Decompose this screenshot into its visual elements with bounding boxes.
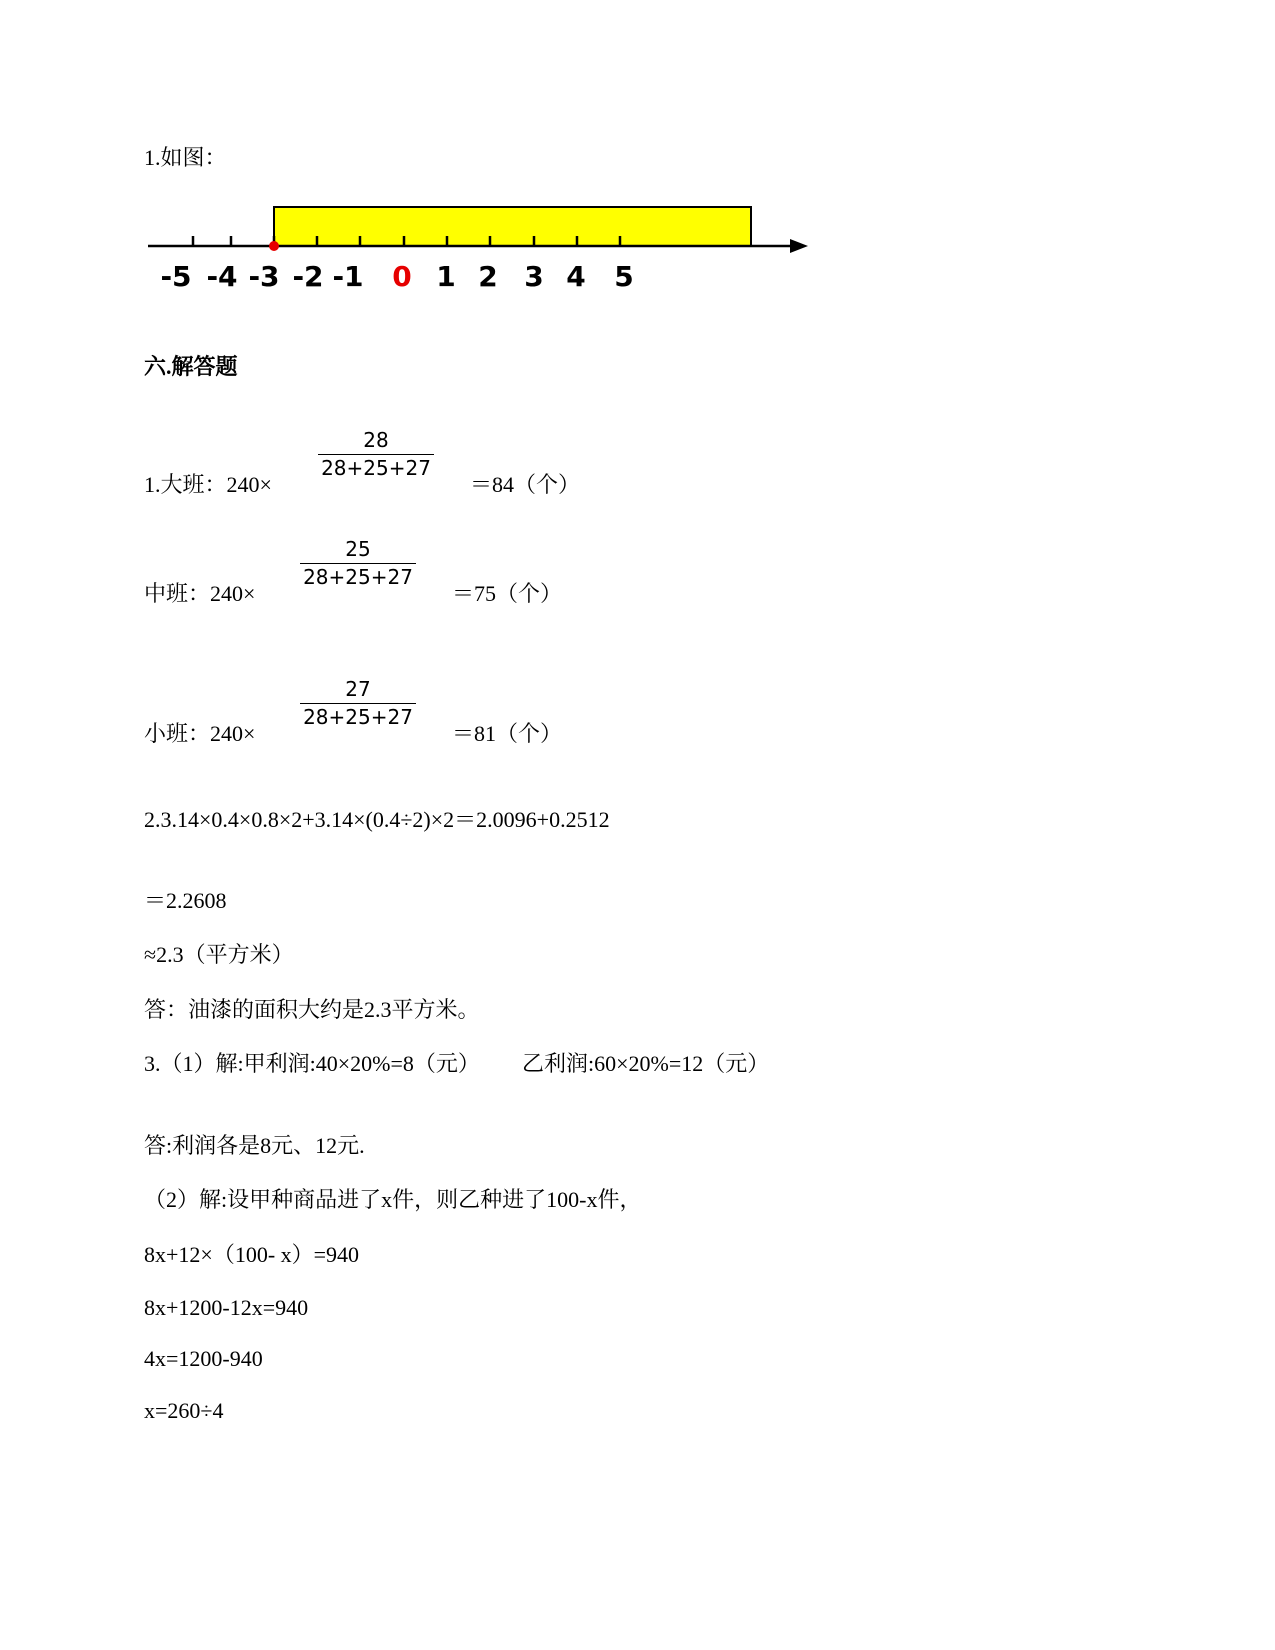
axis-arrow — [790, 239, 808, 253]
tick-label: -3 — [248, 260, 280, 293]
middle-class-result: ＝75（个） — [452, 581, 563, 606]
small-class-result: ＝81（个） — [452, 721, 563, 746]
fraction-denominator: 28+25+27 — [303, 705, 413, 729]
tick-label: -5 — [160, 260, 192, 293]
middle-class-prefix: 中班：240× — [144, 581, 256, 606]
problem3-part2: （2）解:设甲种商品进了x件，则乙种进了100-x件， — [144, 1187, 642, 1212]
problem2-answer: 答：油漆的面积大约是2.3平方米。 — [144, 997, 480, 1022]
tick-label: -1 — [332, 260, 364, 293]
large-class-result: ＝84（个） — [470, 472, 581, 497]
tick-label: -4 — [206, 260, 238, 293]
large-class-prefix: 1.大班：240× — [144, 472, 272, 497]
problem3-eq3: 4x=1200-940 — [144, 1346, 263, 1371]
problem2-line1: 2.3.14×0.4×0.8×2+3.14×(0.4÷2)×2＝2.0096+0.2512 — [144, 807, 610, 832]
tick-label: 0 — [392, 260, 412, 293]
problem3-eq4: x=260÷4 — [144, 1398, 224, 1423]
problem3-part1b: 乙利润:60×20%=12（元） — [522, 1051, 770, 1076]
tick-label: 4 — [566, 260, 586, 293]
tick-label: 1 — [436, 260, 456, 293]
highlight-region — [274, 207, 751, 246]
tick-label: 5 — [614, 260, 634, 293]
problem2-line2: ＝2.2608 — [144, 888, 227, 913]
large-class-fraction — [318, 430, 434, 478]
tick-label: 3 — [524, 260, 544, 293]
q1-label: 1.如图： — [144, 145, 227, 170]
middle-class-fraction — [300, 539, 416, 587]
problem2-line3: ≈2.3（平方米） — [144, 942, 294, 967]
small-class-prefix: 小班：240× — [144, 721, 256, 746]
fraction-denominator: 28+25+27 — [303, 565, 413, 589]
problem3-answer1: 答:利润各是8元、12元. — [144, 1133, 365, 1158]
start-point — [269, 241, 279, 251]
number-line-figure — [148, 200, 818, 300]
fraction-numerator: 25 — [345, 537, 371, 561]
fraction-denominator: 28+25+27 — [321, 456, 431, 480]
small-class-fraction — [300, 679, 416, 727]
problem3-part1: 3.（1）解:甲利润:40×20%=8（元） — [144, 1051, 480, 1076]
problem3-eq1: 8x+12×（100- x）=940 — [144, 1242, 360, 1267]
tick-label: -2 — [292, 260, 324, 293]
section-heading: 六.解答题 — [144, 354, 238, 379]
tick-label: 2 — [478, 260, 498, 293]
problem3-eq2: 8x+1200-12x=940 — [144, 1295, 309, 1320]
fraction-numerator: 27 — [345, 677, 371, 701]
fraction-numerator: 28 — [363, 428, 389, 452]
